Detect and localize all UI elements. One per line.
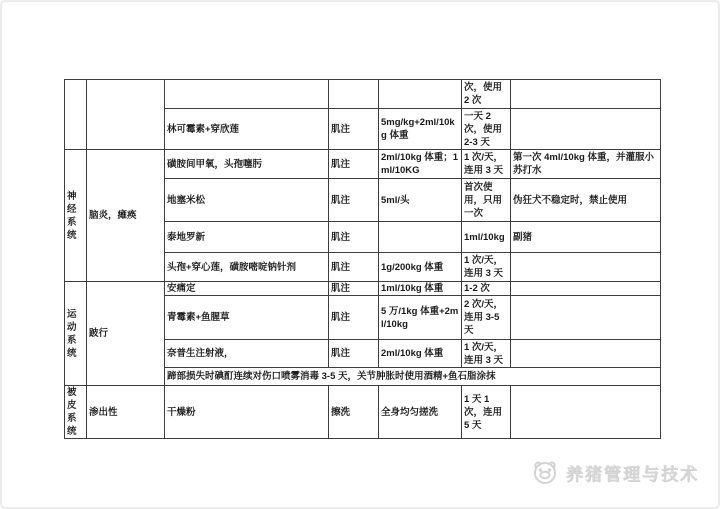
cell-route: 肌注 — [329, 179, 379, 222]
cell-frequency: 首次使用，只用一次 — [462, 179, 511, 222]
cell-condition: 跛行 — [87, 282, 165, 386]
cell-route: 擦洗 — [329, 386, 379, 439]
cell-frequency: 1 次/天，连用 3 天 — [462, 150, 511, 179]
cell-frequency: 2 次/天，连用 3-5 天 — [462, 296, 511, 340]
cell-notes: 伪狂犬不稳定时，禁止使用 — [511, 179, 661, 222]
cell-route: 肌注 — [329, 150, 379, 179]
cell-route: 肌注 — [329, 282, 379, 296]
cell-medicine: 安痛定 — [165, 282, 329, 296]
table-row — [65, 282, 661, 296]
cell-medicine: 磺胺间甲氧，头孢噻肟 — [165, 150, 329, 179]
cell-frequency: 1-2 次 — [462, 282, 511, 296]
cell-route: 肌注 — [329, 222, 379, 253]
cell-route: 肌注 — [329, 109, 379, 150]
cell-condition: 脑炎，瘫痪 — [87, 150, 165, 282]
cell-dosage: 1g/200kg 体重 — [379, 253, 462, 282]
cell-medicine — [165, 80, 329, 109]
cell-notes — [511, 109, 661, 150]
medication-table — [64, 79, 661, 439]
cell-dosage: 2ml/10kg 体重；1ml/10KG — [379, 150, 462, 179]
watermark-logo — [530, 458, 699, 486]
cell-frequency: 次，使用 2 次 — [462, 80, 511, 109]
table-row — [65, 386, 661, 439]
table-row — [65, 80, 661, 109]
cell-notes: 第一次 4ml/10kg 体重，并灌服小苏打水 — [511, 150, 661, 179]
cell-notes — [511, 340, 661, 368]
cell-condition — [87, 80, 165, 150]
cell-dosage: 5mg/kg+2ml/10kg 体重 — [379, 109, 462, 150]
cell-condition: 渗出性 — [87, 386, 165, 439]
cell-route — [329, 80, 379, 109]
cell-medicine: 泰地罗新 — [165, 222, 329, 253]
cell-notes — [511, 296, 661, 340]
cell-system — [65, 80, 87, 150]
cell-dosage — [379, 222, 462, 253]
cell-medicine: 林可霉素+穿欣莲 — [165, 109, 329, 150]
cell-system: 被皮系统 — [65, 386, 87, 439]
cell-system: 运动系统 — [65, 282, 87, 386]
cell-notes — [511, 386, 661, 439]
cell-medicine: 干燥粉 — [165, 386, 329, 439]
cell-dosage: 1ml/10kg 体重 — [379, 282, 462, 296]
cell-frequency: 1ml/10kg — [462, 222, 511, 253]
watermark-text: 养猪管理与技术 — [566, 464, 699, 484]
cell-frequency: 一天 2 次，使用 2-3 天 — [462, 109, 511, 150]
cell-dosage — [379, 80, 462, 109]
cell-notes — [511, 80, 661, 109]
cell-medicine: 头孢+穿心莲，磺胺嘧啶钠针剂 — [165, 253, 329, 282]
cell-notes — [511, 282, 661, 296]
table-row — [65, 150, 661, 179]
cell-dosage: 5ml/头 — [379, 179, 462, 222]
cell-route: 肌注 — [329, 296, 379, 340]
cell-note-span: 蹄部损失时碘酊连续对伤口喷雾消毒 3-5 天，关节肿胀时使用酒精+鱼石脂涂抹 — [165, 368, 661, 386]
cell-frequency: 1 次/天，连用 3 天 — [462, 340, 511, 368]
pig-icon — [530, 458, 560, 486]
cell-frequency: 1 天 1 次，连用 5 天 — [462, 386, 511, 439]
cell-medicine: 青霉素+鱼腥草 — [165, 296, 329, 340]
cell-system: 神经系统 — [65, 150, 87, 282]
cell-frequency: 1 次/天，连用 3 天 — [462, 253, 511, 282]
cell-route: 肌注 — [329, 253, 379, 282]
cell-dosage: 2ml/10kg 体重 — [379, 340, 462, 368]
cell-notes: 副猪 — [511, 222, 661, 253]
cell-medicine: 奈普生注射液， — [165, 340, 329, 368]
cell-dosage: 5 万/1kg 体重+2ml/10kg — [379, 296, 462, 340]
cell-notes — [511, 253, 661, 282]
cell-medicine: 地塞米松 — [165, 179, 329, 222]
cell-dosage: 全身均匀搓洗 — [379, 386, 462, 439]
cell-route: 肌注 — [329, 340, 379, 368]
